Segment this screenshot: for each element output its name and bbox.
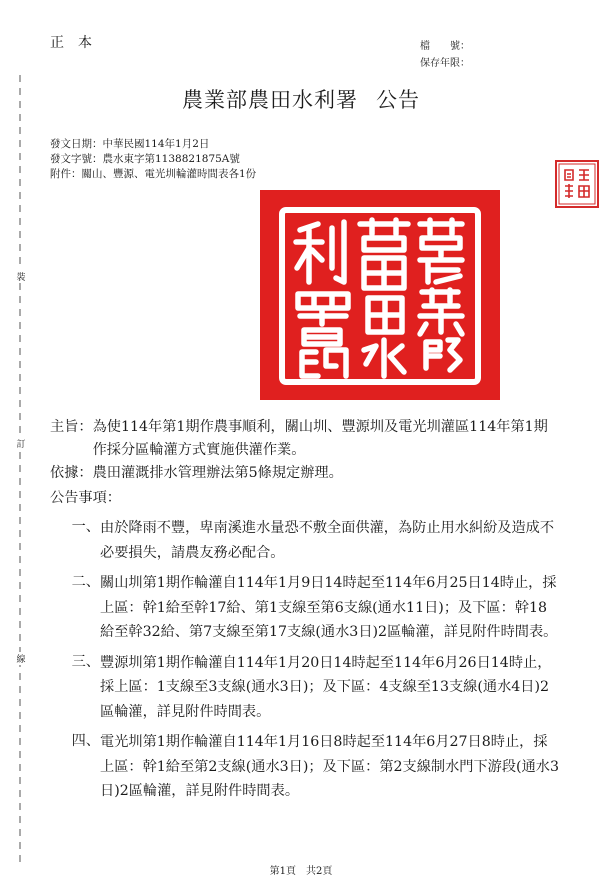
subject-text: 為使114年第1期作農事順利，關山圳、豐源圳及電光圳灌區114年第1期作採分區輪灌方式實施供灌作業。	[92, 419, 548, 458]
binding-mark-ding: 訂	[14, 437, 28, 450]
issue-number: 發文字號：農水東字第1138821875A號	[50, 153, 240, 165]
small-stamp	[555, 160, 599, 208]
item-text: 豐源圳第1期作輪灌自114年1月20日14時起至114年6月26日14時止，採上區：1支線至3支線(通水3日)；及下區：4支線至13支線(通水4日)2區輪灌，詳見附件時間表。	[100, 654, 552, 720]
item-number: 一、	[71, 519, 100, 535]
item-text: 關山圳第1期作輪灌自114年1月9日14時起至114年6月25日14時止，採上區：幹1給至幹17給、第1支線至第6支線(通水11日)；及下區：幹18給至幹32給、第7支線至第17支線(通水3日)2區輪灌，詳見附件時間表。	[100, 575, 558, 640]
basis-text: 農田灌溉排水管理辦法第5條規定辦理。	[92, 465, 343, 481]
attachment: 附件：關山、豐源、電光圳輪灌時間表各1份	[50, 168, 257, 180]
issue-info	[50, 137, 256, 182]
item-text: 由於降雨不豐，卑南溪進水量恐不敷全面供灌，為防止用水糾紛及造成不必要損失，請農友務必配合。	[100, 520, 555, 561]
item-text: 電光圳第1期作輪灌自114年1月16日8時起至114年6月27日8時止，採上區：幹1給至第2支線(通水3日)；及下區：第2支線制水門下游段(通水3日)2區輪灌，詳見附件時間表。	[100, 734, 559, 799]
subject	[50, 416, 560, 462]
agency-name: 農業部農田水利署	[182, 88, 358, 112]
list-item	[50, 571, 560, 645]
subject-label: 主旨：	[50, 419, 93, 435]
issue-date: 發文日期：中華民國114年1月2日	[50, 138, 210, 150]
binding-line	[14, 75, 26, 865]
document-body	[50, 416, 560, 804]
official-seal	[260, 190, 500, 400]
item-number: 二、	[71, 574, 100, 590]
page-number: 第1頁 共2頁	[269, 866, 333, 877]
binding-mark-zhuang: 裝	[14, 270, 28, 283]
copy-label: 正本	[50, 35, 106, 51]
list-item	[50, 651, 560, 725]
basis-label: 依據：	[50, 465, 93, 481]
item-number: 三、	[71, 653, 100, 670]
file-number-label: 檔 號：	[420, 41, 470, 52]
binding-dashes	[14, 75, 26, 865]
list-item	[50, 730, 560, 804]
basis	[50, 462, 560, 485]
binding-mark-xian: 線	[14, 652, 28, 665]
doc-type: 公告	[376, 88, 420, 112]
item-number: 四、	[71, 733, 100, 749]
list-item	[50, 516, 560, 565]
document-title	[0, 84, 602, 114]
retention-label: 保存年限：	[420, 58, 470, 69]
file-meta	[380, 38, 470, 72]
announcement-heading: 公告事項：	[50, 490, 121, 506]
